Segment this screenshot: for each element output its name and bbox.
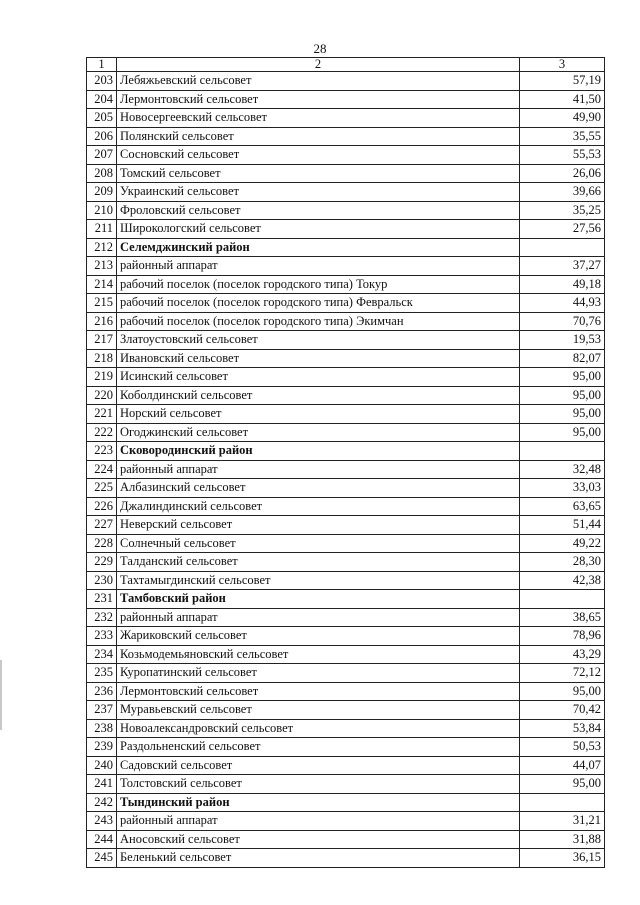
entity-name: Козьмодемьяновский сельсовет <box>117 645 520 664</box>
table-header-row <box>87 58 605 72</box>
entity-name: Исинский сельсовет <box>117 368 520 387</box>
row-value: 31,21 <box>520 812 605 831</box>
row-value: 31,88 <box>520 830 605 849</box>
entity-name: рабочий поселок (поселок городского типа) Токур <box>117 275 520 294</box>
row-number: 205 <box>87 109 117 128</box>
row-value: 38,65 <box>520 608 605 627</box>
row-value: 49,18 <box>520 275 605 294</box>
row-number: 213 <box>87 257 117 276</box>
row-value: 72,12 <box>520 664 605 683</box>
row-value: 95,00 <box>520 423 605 442</box>
row-value: 70,76 <box>520 312 605 331</box>
table-row <box>87 183 605 202</box>
row-number: 204 <box>87 90 117 109</box>
header-col-1: 1 <box>87 58 117 72</box>
table-row <box>87 664 605 683</box>
table-row <box>87 220 605 239</box>
row-number: 219 <box>87 368 117 387</box>
district-name: Селемджинский район <box>117 238 520 257</box>
table-row <box>87 257 605 276</box>
table-row <box>87 90 605 109</box>
row-number: 238 <box>87 719 117 738</box>
row-value: 32,48 <box>520 460 605 479</box>
table-row <box>87 386 605 405</box>
row-value: 95,00 <box>520 386 605 405</box>
row-number: 229 <box>87 553 117 572</box>
row-number: 226 <box>87 497 117 516</box>
table-row <box>87 775 605 794</box>
table-row <box>87 405 605 424</box>
row-value: 95,00 <box>520 368 605 387</box>
entity-name: Садовский сельсовет <box>117 756 520 775</box>
row-value: 39,66 <box>520 183 605 202</box>
row-value: 44,93 <box>520 294 605 313</box>
row-value: 49,90 <box>520 109 605 128</box>
row-number: 218 <box>87 349 117 368</box>
table-row <box>87 756 605 775</box>
row-number: 207 <box>87 146 117 165</box>
entity-name: Украинский сельсовет <box>117 183 520 202</box>
row-value: 95,00 <box>520 775 605 794</box>
entity-name: Новоалександровский сельсовет <box>117 719 520 738</box>
header-col-2: 2 <box>117 58 520 72</box>
row-number: 209 <box>87 183 117 202</box>
row-number: 210 <box>87 201 117 220</box>
table-row <box>87 423 605 442</box>
entity-name: Огоджинский сельсовет <box>117 423 520 442</box>
table-row <box>87 479 605 498</box>
row-number: 230 <box>87 571 117 590</box>
entity-name: районный аппарат <box>117 608 520 627</box>
district-name: Сковородинский район <box>117 442 520 461</box>
row-number: 222 <box>87 423 117 442</box>
entity-name: Томский сельсовет <box>117 164 520 183</box>
row-number: 240 <box>87 756 117 775</box>
entity-name: Сосновский сельсовет <box>117 146 520 165</box>
table-body <box>87 72 605 868</box>
row-value: 19,53 <box>520 331 605 350</box>
row-value: 41,50 <box>520 90 605 109</box>
entity-name: Коболдинский сельсовет <box>117 386 520 405</box>
table-row <box>87 534 605 553</box>
row-number: 216 <box>87 312 117 331</box>
row-value: 42,38 <box>520 571 605 590</box>
entity-name: рабочий поселок (поселок городского типа) Экимчан <box>117 312 520 331</box>
table-row <box>87 627 605 646</box>
row-number: 206 <box>87 127 117 146</box>
row-value: 63,65 <box>520 497 605 516</box>
entity-name: Лебяжьевский сельсовет <box>117 72 520 91</box>
table-row <box>87 497 605 516</box>
table-row <box>87 553 605 572</box>
district-row <box>87 590 605 609</box>
row-number: 227 <box>87 516 117 535</box>
row-number: 245 <box>87 849 117 868</box>
row-value: 33,03 <box>520 479 605 498</box>
row-value <box>520 238 605 257</box>
entity-name: районный аппарат <box>117 460 520 479</box>
entity-name: Жариковский сельсовет <box>117 627 520 646</box>
table-row <box>87 331 605 350</box>
district-row <box>87 442 605 461</box>
district-row <box>87 793 605 812</box>
row-number: 244 <box>87 830 117 849</box>
entity-name: Тахтамыгдинский сельсовет <box>117 571 520 590</box>
row-number: 203 <box>87 72 117 91</box>
data-table <box>86 57 605 868</box>
entity-name: Златоустовский сельсовет <box>117 331 520 350</box>
table-row <box>87 349 605 368</box>
row-number: 223 <box>87 442 117 461</box>
row-number: 236 <box>87 682 117 701</box>
row-number: 228 <box>87 534 117 553</box>
row-number: 211 <box>87 220 117 239</box>
table-row <box>87 460 605 479</box>
row-number: 221 <box>87 405 117 424</box>
table-row <box>87 201 605 220</box>
row-number: 243 <box>87 812 117 831</box>
table-row <box>87 368 605 387</box>
table-row <box>87 312 605 331</box>
entity-name: Раздольненский сельсовет <box>117 738 520 757</box>
row-value: 82,07 <box>520 349 605 368</box>
table-row <box>87 608 605 627</box>
entity-name: Норский сельсовет <box>117 405 520 424</box>
district-name: Тындинский район <box>117 793 520 812</box>
row-number: 212 <box>87 238 117 257</box>
row-number: 224 <box>87 460 117 479</box>
header-col-3: 3 <box>520 58 605 72</box>
table-row <box>87 830 605 849</box>
table-row <box>87 645 605 664</box>
table-row <box>87 701 605 720</box>
entity-name: Широкологский сельсовет <box>117 220 520 239</box>
entity-name: Солнечный сельсовет <box>117 534 520 553</box>
entity-name: Беленький сельсовет <box>117 849 520 868</box>
row-number: 233 <box>87 627 117 646</box>
entity-name: Фроловский сельсовет <box>117 201 520 220</box>
table-row <box>87 127 605 146</box>
row-number: 232 <box>87 608 117 627</box>
table-row <box>87 849 605 868</box>
table-row <box>87 275 605 294</box>
row-value: 43,29 <box>520 645 605 664</box>
row-number: 235 <box>87 664 117 683</box>
row-number: 239 <box>87 738 117 757</box>
row-value: 35,25 <box>520 201 605 220</box>
entity-name: Джалиндинский сельсовет <box>117 497 520 516</box>
table-row <box>87 719 605 738</box>
entity-name: Толстовский сельсовет <box>117 775 520 794</box>
entity-name: рабочий поселок (поселок городского типа) Февральск <box>117 294 520 313</box>
row-number: 237 <box>87 701 117 720</box>
row-value: 44,07 <box>520 756 605 775</box>
table-row <box>87 72 605 91</box>
row-number: 231 <box>87 590 117 609</box>
entity-name: Лермонтовский сельсовет <box>117 682 520 701</box>
page-number: 28 <box>313 41 327 56</box>
row-number: 225 <box>87 479 117 498</box>
row-number: 242 <box>87 793 117 812</box>
district-row <box>87 238 605 257</box>
entity-name: районный аппарат <box>117 812 520 831</box>
table-row <box>87 571 605 590</box>
row-value: 36,15 <box>520 849 605 868</box>
row-value: 78,96 <box>520 627 605 646</box>
row-value: 53,84 <box>520 719 605 738</box>
row-value: 27,56 <box>520 220 605 239</box>
entity-name: Ивановский сельсовет <box>117 349 520 368</box>
entity-name: Неверский сельсовет <box>117 516 520 535</box>
row-value <box>520 793 605 812</box>
row-number: 214 <box>87 275 117 294</box>
entity-name: Новосергеевский сельсовет <box>117 109 520 128</box>
row-value: 95,00 <box>520 682 605 701</box>
row-number: 241 <box>87 775 117 794</box>
table-row <box>87 146 605 165</box>
entity-name: Полянский сельсовет <box>117 127 520 146</box>
row-number: 234 <box>87 645 117 664</box>
table-row <box>87 109 605 128</box>
row-value: 26,06 <box>520 164 605 183</box>
table-row <box>87 738 605 757</box>
row-value: 50,53 <box>520 738 605 757</box>
row-number: 208 <box>87 164 117 183</box>
row-value: 55,53 <box>520 146 605 165</box>
entity-name: районный аппарат <box>117 257 520 276</box>
row-value: 49,22 <box>520 534 605 553</box>
row-value <box>520 590 605 609</box>
row-number: 215 <box>87 294 117 313</box>
scan-edge-mark <box>0 660 2 730</box>
table-row <box>87 516 605 535</box>
entity-name: Аносовский сельсовет <box>117 830 520 849</box>
row-value <box>520 442 605 461</box>
row-number: 220 <box>87 386 117 405</box>
entity-name: Куропатинский сельсовет <box>117 664 520 683</box>
entity-name: Албазинский сельсовет <box>117 479 520 498</box>
row-value: 35,55 <box>520 127 605 146</box>
row-value: 51,44 <box>520 516 605 535</box>
entity-name: Муравьевский сельсовет <box>117 701 520 720</box>
table-row <box>87 294 605 313</box>
row-value: 28,30 <box>520 553 605 572</box>
table-row <box>87 164 605 183</box>
row-value: 57,19 <box>520 72 605 91</box>
row-number: 217 <box>87 331 117 350</box>
row-value: 37,27 <box>520 257 605 276</box>
table-row <box>87 812 605 831</box>
row-value: 70,42 <box>520 701 605 720</box>
entity-name: Талданский сельсовет <box>117 553 520 572</box>
entity-name: Лермонтовский сельсовет <box>117 90 520 109</box>
table-row <box>87 682 605 701</box>
row-value: 95,00 <box>520 405 605 424</box>
district-name: Тамбовский район <box>117 590 520 609</box>
